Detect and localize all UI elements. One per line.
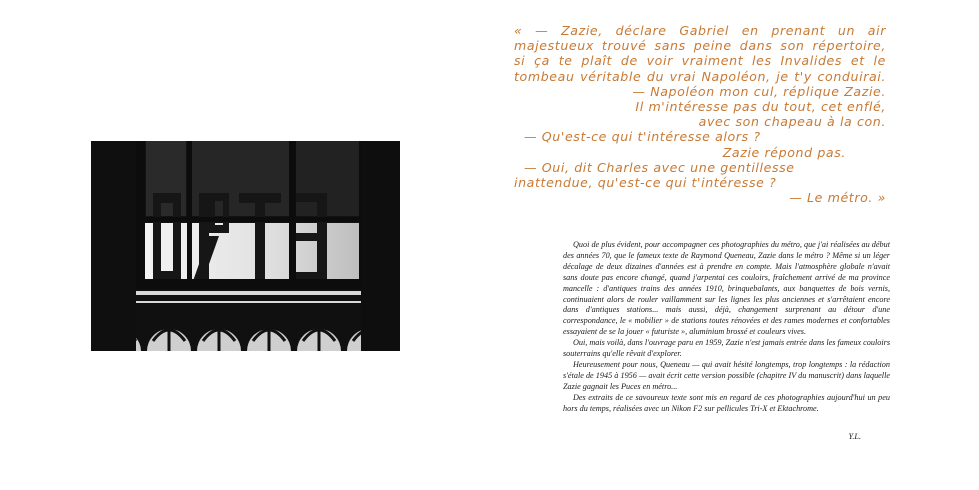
quote-line: si ça te plaît de voir vraiment les Invalides et le [514,53,886,69]
metro-window-photo [91,141,400,351]
introduction-text [563,240,890,415]
zazie-quote [514,23,886,205]
quote-line: majestueux trouvé sans peine dans son répertoire, [514,38,886,54]
paragraph: Quoi de plus évident, pour accompagner ces photographies du métro, que j'ai réalisées au début des années 70, que le fameux texte de Raymond Queneau, Zazie dans le métro ? Même si un léger décalage de deux dizaines d'années est à prendre en compte. Mais l'atmosphère globale n'avait sans doute pas encore changé, quand j'arpentai ces couloirs, fraîchement arrivé de ma province mancelle : d'antiques trains des années 1910, brinquebalants, aux banquettes de bois vernis, continuaient alors de rouler vaillamment sur les lignes les plus anciennes et s'arrêtaient encore dans d'antiques stations... mais aussi, déjà, changement surprenant au détour d'une correspondance, le « mobilier » de stations toutes rénovées et des rames modernes et confortables essayaient de se la jouer « futuriste », aluminium brossé et couleurs vives. [563,240,890,337]
quote-line: — Qu'est-ce qui t'intéresse alors ? [524,129,761,145]
quote-line: — Oui, dit Charles avec une gentillesse [524,159,795,175]
author-signature: Y.L. [848,432,861,441]
quote-line: Il m'intéresse pas du tout, cet enflé, [635,99,886,115]
quote-line: tombeau véritable du vrai Napoléon, je t'y conduirai. [514,68,886,84]
quote-line: « — Zazie, déclare Gabriel en prenant un air [514,23,886,38]
paragraph: Oui, mais voilà, dans l'ouvrage paru en 1959, Zazie n'est jamais entrée dans les fameux couloirs souterrains qu'elle rêvait d'explorer. [563,338,890,359]
quote-line: — Le métro. » [789,190,886,206]
paragraph: Des extraits de ce savoureux texte sont mis en regard de ces photographies aujourd'hui un peu hors du temps, réalisées avec un Nikon F2 sur pellicules Tri-X et Ektachrome. [563,392,890,413]
quote-line: inattendue, qu'est-ce qui t'intéresse ? [514,175,777,191]
photo-image [91,141,400,351]
paragraph: Heureusement pour nous, Queneau — qui avait hésité longtemps, trop longtemps : la rédaction s'étale de 1945 à 1956 — avait écrit cette version possible (chapitre IV du manuscrit) dans laquelle Zazie gagnait les Puces en métro... [563,359,890,391]
quote-line: Zazie répond pas. [722,144,846,160]
quote-line: — Napoléon mon cul, réplique Zazie. [632,83,886,99]
quote-line: avec son chapeau à la con. [698,114,886,130]
